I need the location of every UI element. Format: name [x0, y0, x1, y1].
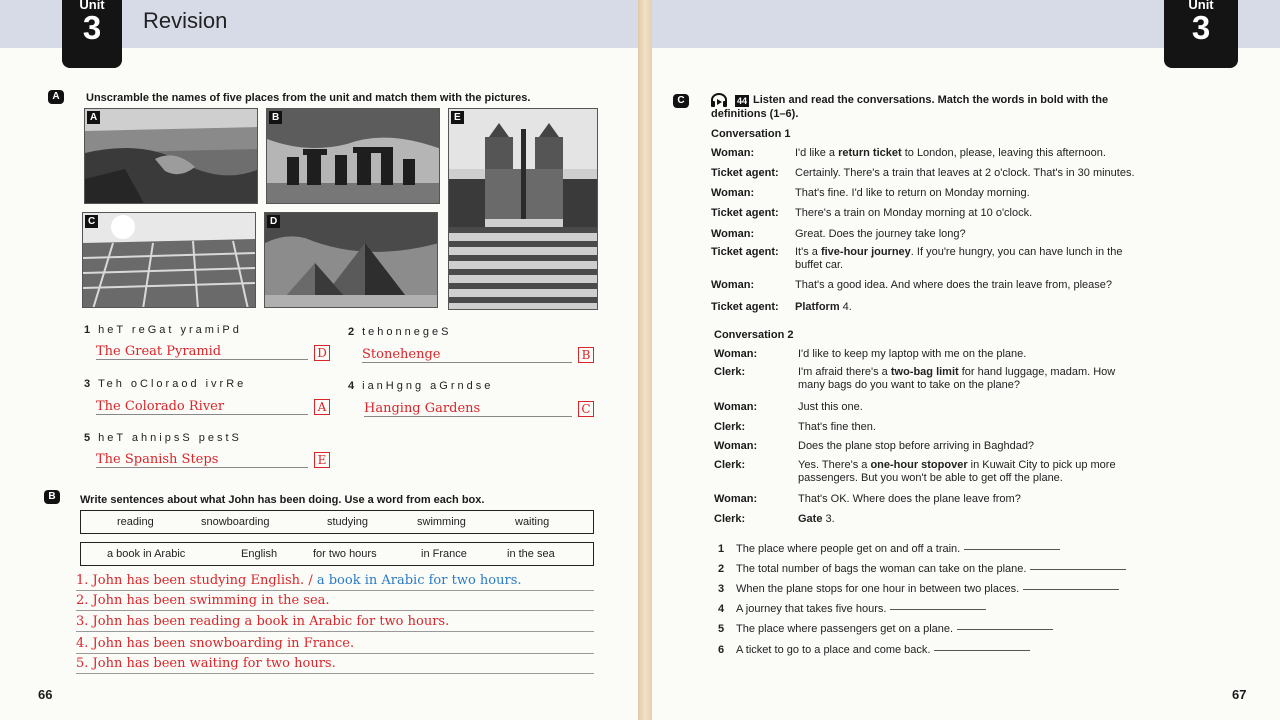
dialogue-line: That's fine. I'd like to return on Monday morning. — [795, 187, 1030, 199]
sentence-correction: a book in Arabic for two hours. — [316, 573, 522, 588]
section-c-instruction-cont: definitions (1–6). — [711, 108, 799, 120]
definition-text: When the plane stops for one hour in between two places. — [736, 583, 1020, 595]
bold-keyword: two-bag limit — [890, 366, 959, 378]
dialogue-line: Gate 3. — [798, 513, 835, 525]
dialogue-line: That's OK. Where does the plane leave from? — [798, 493, 1021, 505]
dialogue-line: Certainly. There's a train that leaves at 2 o'clock. That's in 30 minutes. — [795, 167, 1135, 179]
bold-keyword: one-hour stopover — [870, 459, 968, 471]
ruins-image — [83, 213, 256, 308]
track-number: 44 — [737, 96, 748, 106]
word-option: English — [241, 548, 278, 560]
scrambled-text: heT ahnipsS pestS — [98, 432, 242, 444]
definition-number: 4 — [718, 603, 725, 615]
definition-item — [718, 543, 1060, 555]
section-c-instruction: Listen and read the conversations. Match the words in bold with the — [753, 94, 1109, 106]
answer-letter-1[interactable]: D — [314, 345, 330, 361]
section-a-badge: A — [48, 90, 64, 104]
section-c-badge: C — [673, 94, 689, 108]
dialogue-line: That's a good idea. And where does the train leave from, please? — [795, 279, 1113, 291]
photo-stonehenge — [266, 108, 440, 204]
definition-item — [718, 563, 1126, 575]
definition-item — [718, 603, 986, 615]
sentence-2[interactable] — [76, 592, 594, 611]
right-page — [652, 0, 1280, 720]
sentence-5[interactable] — [76, 655, 594, 674]
scrambled-text: Teh oCloraod ivrRe — [98, 378, 247, 390]
word-option: reading — [117, 516, 154, 528]
answer-5[interactable]: The Spanish Steps — [96, 452, 308, 468]
answer-4[interactable]: Hanging Gardens — [364, 401, 572, 417]
dialogue-line: That's fine then. — [798, 421, 876, 433]
speaker-label: Woman: — [714, 401, 758, 413]
headphones-icon — [710, 93, 728, 107]
definition-item — [718, 583, 1119, 595]
pyramid-image — [265, 213, 438, 308]
answer-letter-3[interactable]: A — [314, 399, 330, 415]
definition-number: 5 — [718, 623, 725, 635]
definition-text: The place where people get on and off a train. — [736, 543, 961, 555]
answer-letter-5[interactable]: E — [314, 452, 330, 468]
unit-tab — [1164, 0, 1238, 68]
answer-blank[interactable] — [1030, 569, 1126, 570]
item-number: 2 — [348, 326, 355, 338]
dialogue-line: Platform 4. — [795, 301, 852, 313]
word-option: swimming — [417, 516, 466, 528]
phrase-word-box — [80, 542, 594, 566]
definition-number: 2 — [718, 563, 725, 575]
scrambled-text: heT reGat yramiPd — [98, 324, 242, 336]
definition-item — [718, 644, 1030, 656]
speaker-label: Ticket agent: — [711, 167, 779, 179]
unit-number: 3 — [1191, 9, 1211, 46]
sentence-text: 5. John has been waiting for two hours. — [76, 656, 336, 671]
definition-number: 3 — [718, 583, 725, 595]
speaker-label: Woman: — [711, 228, 755, 240]
scrambled-3 — [84, 378, 246, 390]
answer-blank[interactable] — [964, 549, 1060, 550]
sentence-text: 4. John has been snowboarding in France. — [76, 636, 355, 651]
item-number: 1 — [84, 324, 91, 336]
photo-colorado-river — [84, 108, 258, 204]
speaker-label: Woman: — [711, 187, 755, 199]
sentence-3[interactable] — [76, 613, 594, 632]
speaker-label: Clerk: — [714, 421, 746, 433]
definition-text: A journey that takes five hours. — [736, 603, 887, 615]
scrambled-text: tehonnegeS — [362, 326, 452, 338]
word-option: studying — [327, 516, 368, 528]
answer-blank[interactable] — [957, 629, 1053, 630]
speaker-label: Clerk: — [714, 513, 746, 525]
answer-1[interactable]: The Great Pyramid — [96, 344, 308, 360]
scrambled-2 — [348, 326, 451, 338]
answer-blank[interactable] — [890, 609, 986, 610]
speaker-label: Woman: — [714, 440, 758, 452]
dialogue-line: It's a five-hour journey. If you're hungry, you can have lunch in the buffet car. — [795, 246, 1123, 271]
photo-label-e: E — [451, 111, 464, 124]
dialogue-line: There's a train on Monday morning at 10 o'clock. — [795, 207, 1033, 219]
section-b-badge: B — [44, 490, 60, 504]
answer-letter-2[interactable]: B — [578, 347, 594, 363]
speaker-label: Woman: — [714, 348, 758, 360]
photo-label-b: B — [269, 111, 282, 124]
left-page — [0, 0, 638, 720]
definition-item — [718, 623, 1053, 635]
item-number: 5 — [84, 432, 91, 444]
unit-label: Unit — [1188, 0, 1214, 12]
scrambled-text: ianHgng aGrndse — [362, 380, 494, 392]
book-gutter — [638, 0, 652, 720]
speaker-label: Ticket agent: — [711, 207, 779, 219]
sentence-text: 1. John has been studying English. / — [76, 573, 317, 588]
answer-blank[interactable] — [934, 650, 1030, 651]
page-number: 66 — [38, 687, 53, 702]
photo-great-pyramid — [264, 212, 438, 308]
scrambled-1 — [84, 324, 242, 336]
unit-label: Unit — [79, 0, 105, 12]
answer-2[interactable]: Stonehenge — [362, 347, 572, 363]
bold-keyword: return ticket — [838, 147, 902, 159]
dialogue-line: Great. Does the journey take long? — [795, 228, 966, 240]
verb-word-box — [80, 510, 594, 534]
item-number: 4 — [348, 380, 355, 392]
photo-hanging-gardens — [82, 212, 256, 308]
conversation-1-title: Conversation 1 — [711, 128, 791, 140]
word-option: in the sea — [507, 548, 555, 560]
answer-3[interactable]: The Colorado River — [96, 399, 308, 415]
bold-keyword: Gate — [798, 513, 823, 525]
definition-text: The total number of bags the woman can take on the plane. — [736, 563, 1027, 575]
dialogue-line: Just this one. — [798, 401, 863, 413]
spanish-steps-image — [449, 109, 598, 310]
answer-blank[interactable] — [1023, 589, 1119, 590]
sentence-1[interactable] — [76, 572, 594, 591]
speaker-label: Ticket agent: — [711, 301, 779, 313]
definition-number: 6 — [718, 644, 725, 656]
scrambled-5 — [84, 432, 242, 444]
scrambled-4 — [348, 380, 493, 392]
definition-text: The place where passengers get on a plane. — [736, 623, 954, 635]
word-option: in France — [421, 548, 467, 560]
stonehenge-image — [267, 109, 440, 204]
speaker-label: Woman: — [711, 147, 755, 159]
definition-text: A ticket to go to a place and come back. — [736, 644, 931, 656]
speaker-label: Ticket agent: — [711, 246, 779, 258]
sentence-text: 2. John has been swimming in the sea. — [76, 593, 330, 608]
bold-keyword: five-hour journey — [820, 246, 911, 258]
item-number: 3 — [84, 378, 91, 390]
dialogue-line: I'd like to keep my laptop with me on the plane. — [798, 348, 1027, 360]
dialogue-line: I'd like a return ticket to London, please, leaving this afternoon. — [795, 147, 1106, 159]
bold-keyword: Platform — [795, 301, 840, 313]
canyon-image — [85, 109, 258, 204]
answer-letter-4[interactable]: C — [578, 401, 594, 417]
section-a-instruction: Unscramble the names of five places from the unit and match them with the pictures. — [86, 92, 531, 104]
conversation-2-title: Conversation 2 — [714, 329, 794, 341]
word-option: waiting — [515, 516, 550, 528]
word-option: for two hours — [313, 548, 377, 560]
section-b-instruction: Write sentences about what John has been doing. Use a word from each box. — [80, 494, 485, 506]
photo-label-c: C — [85, 215, 98, 228]
word-option: snowboarding — [201, 516, 270, 528]
page-title: Revision — [143, 8, 228, 33]
sentence-text: 3. John has been reading a book in Arabic for two hours. — [76, 614, 450, 629]
unit-number: 3 — [82, 9, 102, 46]
dialogue-line: I'm afraid there's a two-bag limit for hand luggage, madam. How many bags do you want to take on the plane? — [798, 366, 1116, 391]
photo-spanish-steps — [448, 108, 598, 310]
sentence-4[interactable] — [76, 635, 594, 654]
unit-tab — [62, 0, 122, 68]
word-option: a book in Arabic — [107, 548, 186, 560]
photo-label-a: A — [87, 111, 100, 124]
dialogue-line: Yes. There's a one-hour stopover in Kuwait City to pick up more passengers. But you won't be able to get off the plane. — [798, 459, 1116, 484]
page-number: 67 — [1232, 687, 1247, 702]
definition-number: 1 — [718, 543, 725, 555]
dialogue-line: Does the plane stop before arriving in Baghdad? — [798, 440, 1035, 452]
speaker-label: Clerk: — [714, 459, 746, 471]
speaker-label: Clerk: — [714, 366, 746, 378]
speaker-label: Woman: — [714, 493, 758, 505]
photo-label-d: D — [267, 215, 280, 228]
speaker-label: Woman: — [711, 279, 755, 291]
